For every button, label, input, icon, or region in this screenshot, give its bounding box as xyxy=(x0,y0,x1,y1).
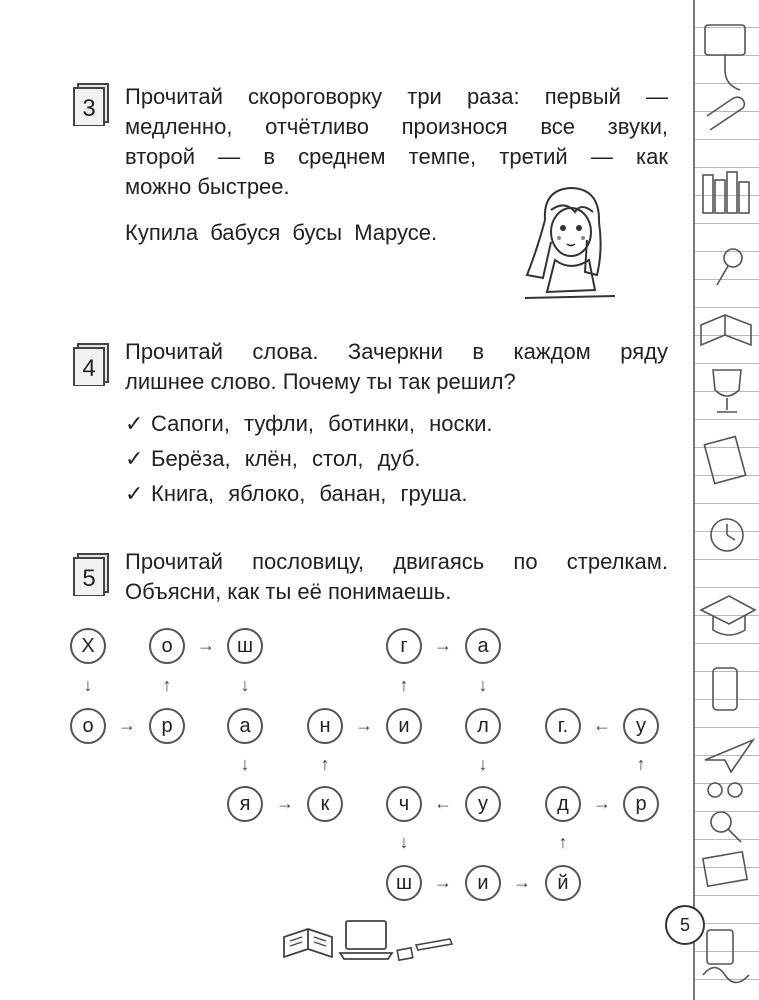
tongue-twister: Купила бабуся бусы Марусе. xyxy=(125,220,438,245)
arrow-up-icon: ↑ xyxy=(399,675,409,695)
magnifier-icon xyxy=(711,812,741,842)
phone-icon xyxy=(713,668,737,710)
letter-node[interactable]: и xyxy=(386,708,422,744)
arrow-right-icon: → xyxy=(355,715,373,735)
tablet-icon xyxy=(705,25,745,90)
letter-node[interactable]: г. xyxy=(545,708,581,744)
open-book-icon xyxy=(701,315,751,345)
arrow-down-icon: ↓ xyxy=(240,754,250,774)
arrow-down-icon: ↓ xyxy=(399,832,409,852)
task-4-instruction: Прочитай слова. Зачеркни в каждом ряду лишнее слово. Почему ты так решил? xyxy=(125,339,668,394)
paper-plane-icon xyxy=(705,740,753,772)
letter-node[interactable]: о xyxy=(149,628,185,664)
arrow-up-icon: ↑ xyxy=(558,832,568,852)
arrow-left-icon: ← xyxy=(434,793,452,813)
letter-node[interactable]: ш xyxy=(386,865,422,901)
arrow-left-icon: ← xyxy=(593,715,611,735)
letter-node[interactable]: л xyxy=(465,708,501,744)
task-3-instruction: Прочитай скороговорку три раза: первый — медленно, отчётливо произнося все звуки, второй — в среднем темпе, третий — как можно быстрее. xyxy=(125,84,668,199)
letter-node[interactable]: ч xyxy=(386,786,422,822)
calculator-icon xyxy=(707,930,733,964)
open-book-icon xyxy=(284,929,332,957)
task-5-instruction: Прочитай пословицу, двигаясь по стрелкам. Объясни, как ты её понимаешь. xyxy=(125,549,668,604)
arrow-down-icon: ↓ xyxy=(240,675,250,695)
letter-node[interactable]: к xyxy=(307,786,343,822)
letter-node[interactable]: д xyxy=(545,786,581,822)
letter-node[interactable]: а xyxy=(227,708,263,744)
word-row-1-text[interactable]: Сапоги, туфли, ботинки, носки. xyxy=(151,411,493,436)
arrow-up-icon: ↑ xyxy=(320,754,330,774)
letter-node[interactable]: й xyxy=(545,865,581,901)
arrow-down-icon: ↓ xyxy=(478,754,488,774)
arrow-right-icon: → xyxy=(434,635,452,655)
letter-node[interactable]: г xyxy=(386,628,422,664)
graduation-cap-icon xyxy=(701,596,755,635)
eraser-icon xyxy=(397,948,413,960)
arrow-right-icon: → xyxy=(197,635,215,655)
arrow-right-icon: → xyxy=(276,793,294,813)
arrow-up-icon: ↑ xyxy=(162,675,172,695)
letter-node[interactable]: у xyxy=(623,708,659,744)
notebook-icon xyxy=(704,437,745,484)
letter-node[interactable]: ш xyxy=(227,628,263,664)
letter-node[interactable]: у xyxy=(465,786,501,822)
letter-node[interactable]: и xyxy=(465,865,501,901)
checkmark-icon: ✓ xyxy=(125,411,144,436)
page-number: 5 xyxy=(665,905,705,945)
letter-node[interactable]: Х xyxy=(70,628,106,664)
word-row-3-text[interactable]: Книга, яблоко, банан, груша. xyxy=(151,481,468,506)
letter-node[interactable]: а xyxy=(465,628,501,664)
arrow-right-icon: → xyxy=(434,872,452,892)
word-row-2-text[interactable]: Берёза, клён, стол, дуб. xyxy=(151,446,421,471)
scribble-icon xyxy=(703,968,749,983)
photo-icon xyxy=(703,852,747,887)
pushpin-icon xyxy=(717,249,742,285)
task-number-3: 3 xyxy=(82,95,96,122)
task-number-5: 5 xyxy=(82,565,96,592)
arrow-down-icon: ↓ xyxy=(478,675,488,695)
letter-node[interactable]: р xyxy=(623,786,659,822)
letter-node[interactable]: о xyxy=(70,708,106,744)
arrow-down-icon: ↓ xyxy=(83,675,93,695)
paperclip-icon xyxy=(707,97,744,130)
school-supplies-illustration xyxy=(280,915,460,965)
checkmark-icon: ✓ xyxy=(125,481,144,506)
arrow-right-icon: → xyxy=(593,793,611,813)
books-icon xyxy=(703,172,749,213)
letter-node[interactable]: р xyxy=(149,708,185,744)
glasses-icon xyxy=(708,783,742,797)
pen-icon xyxy=(416,939,452,950)
decorative-notebook-strip xyxy=(693,0,759,1000)
trophy-icon xyxy=(713,370,741,412)
alarm-clock-icon xyxy=(711,519,743,551)
checkmark-icon: ✓ xyxy=(125,446,144,471)
laptop-icon xyxy=(340,921,392,959)
letter-node[interactable]: н xyxy=(307,708,343,744)
letter-node[interactable]: я xyxy=(227,786,263,822)
arrow-right-icon: → xyxy=(118,715,136,735)
task-number-4: 4 xyxy=(82,355,96,382)
arrow-up-icon: ↑ xyxy=(636,754,646,774)
arrow-right-icon: → xyxy=(513,872,531,892)
